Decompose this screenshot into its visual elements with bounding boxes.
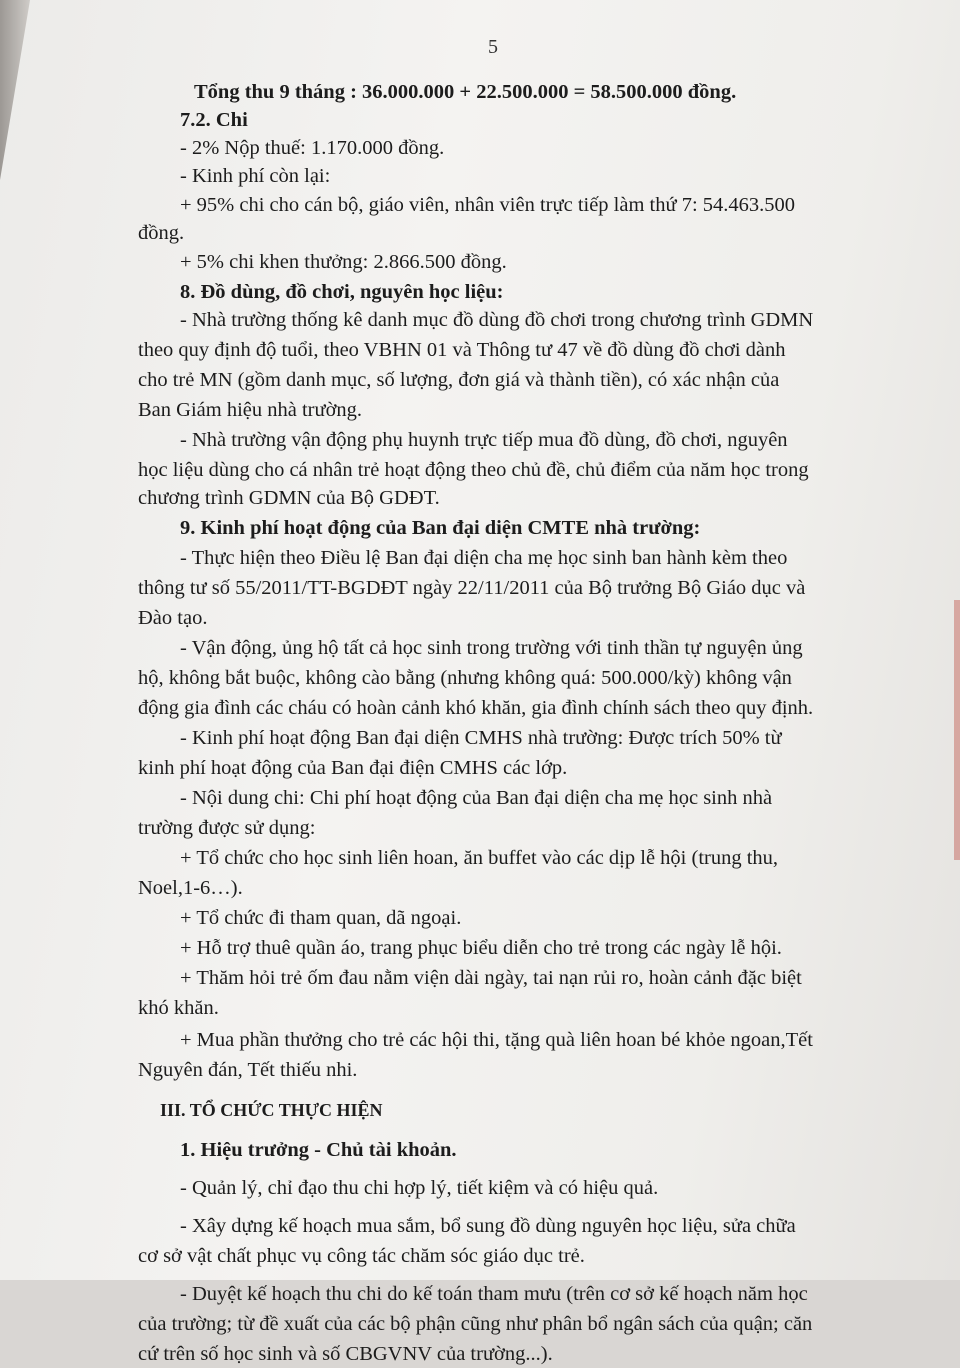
section-9-paragraph-b-line: hộ, không bắt buộc, không cào bằng (nhưng không quá: 500.000/kỳ) không vận: [138, 667, 792, 689]
underlying-page-corner: [0, 0, 30, 180]
section-9-paragraph-a-line: thông tư số 55/2011/TT-BGDĐT ngày 22/11/2011 của Bộ trưởng Bộ Giáo dục và: [138, 577, 806, 599]
section-9-item-party: + Tổ chức cho học sinh liên hoan, ăn buffet vào các dịp lễ hội (trung thu,: [180, 847, 779, 869]
heading-8: 8. Đồ dùng, đồ chơi, nguyên học liệu:: [180, 281, 504, 303]
heading-section-III: III. TỔ CHỨC THỰC HIỆN: [160, 1100, 383, 1120]
principal-duty-1: - Quản lý, chỉ đạo thu chi hợp lý, tiết kiệm và có hiệu quả.: [180, 1177, 659, 1199]
total-income-line: Tổng thu 9 tháng : 36.000.000 + 22.500.000 = 58.500.000 đồng.: [194, 81, 737, 103]
section-9-item-prizes: + Mua phần thưởng cho trẻ các hội thi, tặng quà liên hoan bé khỏe ngoan,Tết: [180, 1029, 813, 1051]
section-9-item-visit-line: khó khăn.: [138, 997, 219, 1019]
section-9-item-party-line: Noel,1-6…).: [138, 877, 243, 899]
section-9-paragraph-a: - Thực hiện theo Điều lệ Ban đại diện cha mẹ học sinh ban hành kèm theo: [180, 547, 788, 569]
section-9-item-visit: + Thăm hỏi trẻ ốm đau nằm viện dài ngày, tai nạn rủi ro, hoàn cảnh đặc biệt: [180, 967, 802, 989]
section-8-paragraph-a-line: cho trẻ MN (gồm danh mục, số lượng, đơn giá và thành tiền), có xác nhận của: [138, 369, 780, 391]
remaining-budget-line: - Kinh phí còn lại:: [180, 165, 331, 187]
principal-duty-3-line: của trường; từ đề xuất của các bộ phận cũng như phân bổ ngân sách của quận; căn: [138, 1313, 813, 1335]
heading-principal: 1. Hiệu trưởng - Chủ tài khoản.: [180, 1139, 457, 1161]
page-edge-shadow: [954, 600, 960, 860]
section-8-paragraph-a-line: Ban Giám hiệu nhà trường.: [138, 399, 363, 421]
section-9-paragraph-b-line: động gia đình các cháu có hoàn cảnh khó khăn, gia đình chính sách theo quy định.: [138, 697, 814, 719]
page-number: 5: [488, 36, 498, 58]
section-8-paragraph-b-line: chương trình GDMN của Bộ GDĐT.: [138, 487, 440, 509]
principal-duty-3: - Duyệt kế hoạch thu chi do kế toán tham mưu (trên cơ sở kế hoạch năm học: [180, 1283, 808, 1305]
heading-7-2: 7.2. Chi: [180, 109, 248, 131]
section-8-paragraph-a-line: theo quy định độ tuổi, theo VBHN 01 và Thông tư 47 về đồ dùng đồ chơi dành: [138, 339, 786, 361]
section-9-paragraph-a-line: Đào tạo.: [138, 607, 208, 629]
heading-9: 9. Kinh phí hoạt động của Ban đại diện CMTE nhà trường:: [180, 517, 701, 539]
principal-duty-3-line: cứ trên số học sinh và số CBGVNV của trường...).: [138, 1343, 553, 1365]
section-8-paragraph-b-line: học liệu dùng cho cá nhân trẻ hoạt động theo chủ đề, chủ điểm của năm học trong: [138, 459, 809, 481]
section-9-item-prizes-line: Nguyên đán, Tết thiếu nhi.: [138, 1059, 358, 1081]
principal-duty-2-line: cơ sở vật chất phục vụ công tác chăm sóc giáo dục trẻ.: [138, 1245, 585, 1267]
document-body: [138, 78, 908, 1368]
tax-line: - 2% Nộp thuế: 1.170.000 đồng.: [180, 137, 445, 159]
principal-duty-2: - Xây dựng kế hoạch mua sắm, bổ sung đồ dùng nguyên học liệu, sửa chữa: [180, 1215, 796, 1237]
section-9-paragraph-c-line: kinh phí hoạt động của Ban đại điện CMHS các lớp.: [138, 757, 568, 779]
section-8-paragraph-a: - Nhà trường thống kê danh mục đồ dùng đồ chơi trong chương trình GDMN: [180, 309, 814, 331]
section-9-paragraph-d: - Nội dung chi: Chi phí hoạt động của Ban đại diện cha mẹ học sinh nhà: [180, 787, 773, 809]
staff-allocation-line: + 95% chi cho cán bộ, giáo viên, nhân viên trực tiếp làm thứ 7: 54.463.500: [180, 194, 796, 216]
section-9-item-trip: + Tổ chức đi tham quan, dã ngoại.: [180, 907, 462, 929]
staff-allocation-line-cont: đồng.: [138, 222, 185, 244]
reward-allocation-line: + 5% chi khen thưởng: 2.866.500 đồng.: [180, 251, 507, 273]
section-9-item-costume: + Hỗ trợ thuê quần áo, trang phục biểu diễn cho trẻ trong các ngày lễ hội.: [180, 937, 782, 959]
section-9-paragraph-d-line: trường được sử dụng:: [138, 817, 316, 839]
section-9-paragraph-b: - Vận động, ủng hộ tất cả học sinh trong trường với tinh thần tự nguyện ủng: [180, 637, 803, 659]
section-8-paragraph-b: - Nhà trường vận động phụ huynh trực tiếp mua đồ dùng, đồ chơi, nguyên: [180, 429, 788, 451]
section-9-paragraph-c: - Kinh phí hoạt động Ban đại diện CMHS nhà trường: Được trích 50% từ: [180, 727, 782, 749]
